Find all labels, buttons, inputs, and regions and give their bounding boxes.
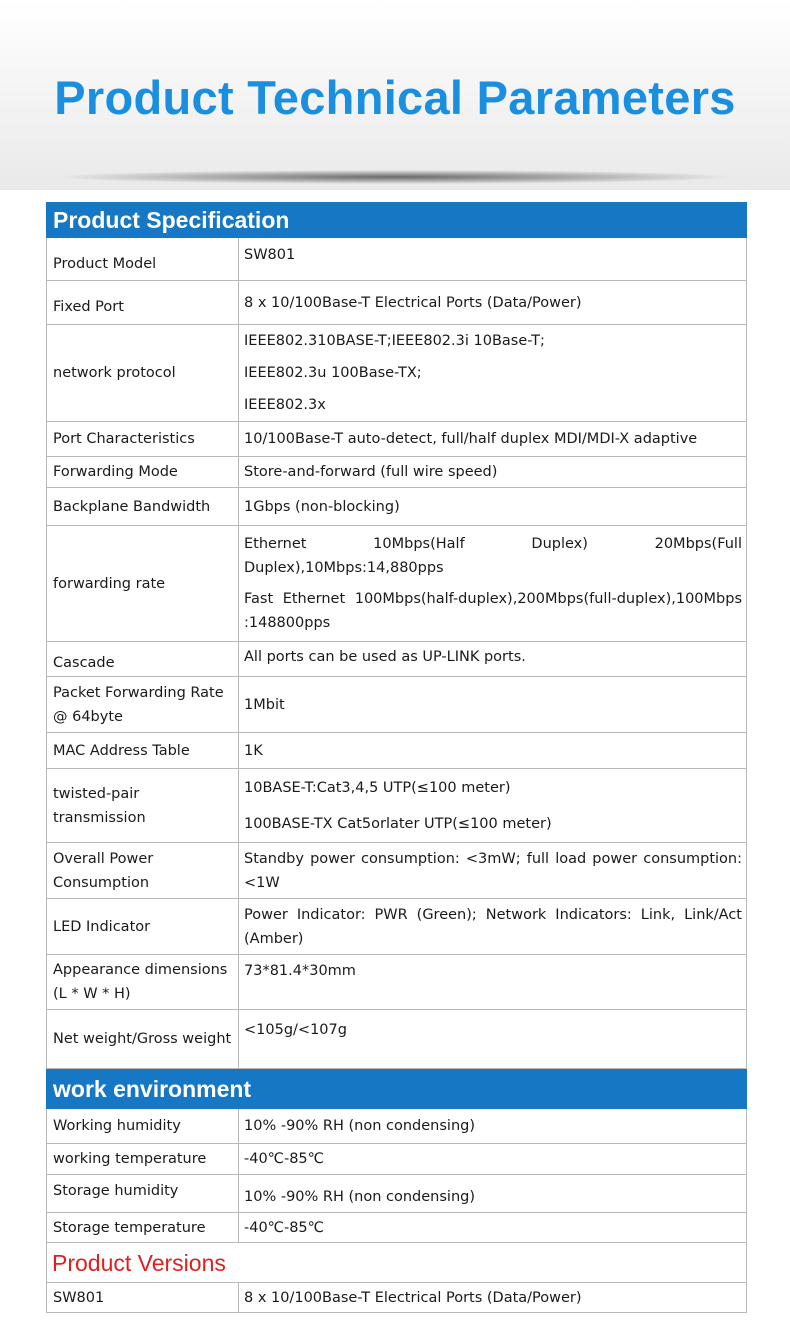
row-value bbox=[239, 526, 747, 642]
row-label: Backplane Bandwidth bbox=[47, 488, 239, 526]
version-row bbox=[47, 1283, 747, 1313]
hero-banner bbox=[0, 0, 790, 190]
row-label: MAC Address Table bbox=[47, 733, 239, 769]
spec-row-weight bbox=[47, 1010, 747, 1069]
spec-row-product-model bbox=[47, 238, 747, 281]
spec-row-forwarding-rate bbox=[47, 526, 747, 642]
spec-row-mac-address-table bbox=[47, 733, 747, 769]
env-row-working-temperature bbox=[47, 1144, 747, 1175]
spec-row-packet-forwarding-rate bbox=[47, 677, 747, 733]
row-label: Forwarding Mode bbox=[47, 457, 239, 488]
spec-row-twisted-pair bbox=[47, 769, 747, 843]
value-line: IEEE802.3x bbox=[244, 397, 326, 413]
env-row-storage-temperature bbox=[47, 1213, 747, 1243]
spec-row-network-protocol bbox=[47, 325, 747, 422]
row-label: twisted-pair transmission bbox=[47, 769, 239, 843]
section-title: work environment bbox=[47, 1069, 747, 1109]
value-paragraph: Ethernet 10Mbps(Half Duplex) 20Mbps(Full Duplex),10Mbps:14,880pps bbox=[244, 536, 742, 576]
row-label: forwarding rate bbox=[47, 526, 239, 642]
section-header-work-environment bbox=[47, 1069, 747, 1109]
row-label: Port Characteristics bbox=[47, 422, 239, 457]
row-value bbox=[239, 325, 747, 422]
row-label: Storage temperature bbox=[47, 1213, 239, 1243]
row-value: SW801 bbox=[239, 238, 747, 281]
row-label: Cascade bbox=[47, 642, 239, 677]
title-shadow-divider bbox=[60, 170, 730, 184]
env-row-working-humidity bbox=[47, 1109, 747, 1144]
row-value: 1K bbox=[239, 733, 747, 769]
row-value: -40℃-85℃ bbox=[239, 1144, 747, 1175]
row-label: SW801 bbox=[47, 1283, 239, 1313]
spec-row-led-indicator bbox=[47, 899, 747, 955]
row-value: 10% -90% RH (non condensing) bbox=[239, 1175, 747, 1213]
row-label: Product Model bbox=[47, 238, 239, 281]
row-value: <105g/<107g bbox=[239, 1010, 747, 1069]
page-title: Product Technical Parameters bbox=[54, 71, 736, 124]
row-value: 10/100Base-T auto-detect, full/half duplex MDI/MDI-X adaptive bbox=[239, 422, 747, 457]
value-line: 10BASE-T:Cat3,4,5 UTP(≤100 meter) bbox=[244, 779, 511, 796]
row-label: Appearance dimensions (L * W * H) bbox=[47, 955, 239, 1010]
row-value: Standby power consumption: <3mW; full load power consumption: <1W bbox=[239, 843, 747, 899]
row-value: Power Indicator: PWR (Green); Network Indicators: Link, Link/Act (Amber) bbox=[239, 899, 747, 955]
spec-row-fixed-port bbox=[47, 281, 747, 325]
row-value: All ports can be used as UP-LINK ports. bbox=[239, 642, 747, 677]
row-label: Fixed Port bbox=[47, 281, 239, 325]
spec-row-forwarding-mode bbox=[47, 457, 747, 488]
section-title: Product Specification bbox=[47, 203, 747, 238]
row-value: 8 x 10/100Base-T Electrical Ports (Data/Power) bbox=[239, 1283, 747, 1313]
section-title: Product Versions bbox=[47, 1243, 747, 1283]
spec-row-backplane-bandwidth bbox=[47, 488, 747, 526]
row-label: working temperature bbox=[47, 1144, 239, 1175]
row-value: 8 x 10/100Base-T Electrical Ports (Data/Power) bbox=[239, 281, 747, 325]
row-value: 10% -90% RH (non condensing) bbox=[239, 1109, 747, 1144]
spec-row-port-characteristics bbox=[47, 422, 747, 457]
env-row-storage-humidity bbox=[47, 1175, 747, 1213]
spec-table bbox=[46, 202, 747, 1313]
row-label: Storage humidity bbox=[47, 1175, 239, 1213]
row-value: Store-and-forward (full wire speed) bbox=[239, 457, 747, 488]
section-header-product-versions bbox=[47, 1243, 747, 1283]
value-paragraph: Fast Ethernet 100Mbps(half-duplex),200Mbps(full-duplex),100Mbps :148800pps bbox=[244, 591, 742, 631]
spec-row-power-consumption bbox=[47, 843, 747, 899]
row-value bbox=[239, 769, 747, 843]
row-value: -40℃-85℃ bbox=[239, 1213, 747, 1243]
row-label: Packet Forwarding Rate @ 64byte bbox=[47, 677, 239, 733]
spec-row-cascade bbox=[47, 642, 747, 677]
row-value: 1Gbps (non-blocking) bbox=[239, 488, 747, 526]
row-label: network protocol bbox=[47, 325, 239, 422]
row-label: Working humidity bbox=[47, 1109, 239, 1144]
row-label: LED Indicator bbox=[47, 899, 239, 955]
value-line: IEEE802.3u 100Base-TX; bbox=[244, 365, 422, 381]
row-value: 73*81.4*30mm bbox=[239, 955, 747, 1010]
row-label: Net weight/Gross weight bbox=[47, 1010, 239, 1069]
row-label: Overall Power Consumption bbox=[47, 843, 239, 899]
value-line: 100BASE-TX Cat5orlater UTP(≤100 meter) bbox=[244, 815, 552, 832]
value-line: IEEE802.310BASE-T;IEEE802.3i 10Base-T; bbox=[244, 333, 545, 349]
section-header-specification bbox=[47, 203, 747, 238]
row-value: 1Mbit bbox=[239, 677, 747, 733]
spec-row-appearance-dimensions bbox=[47, 955, 747, 1010]
